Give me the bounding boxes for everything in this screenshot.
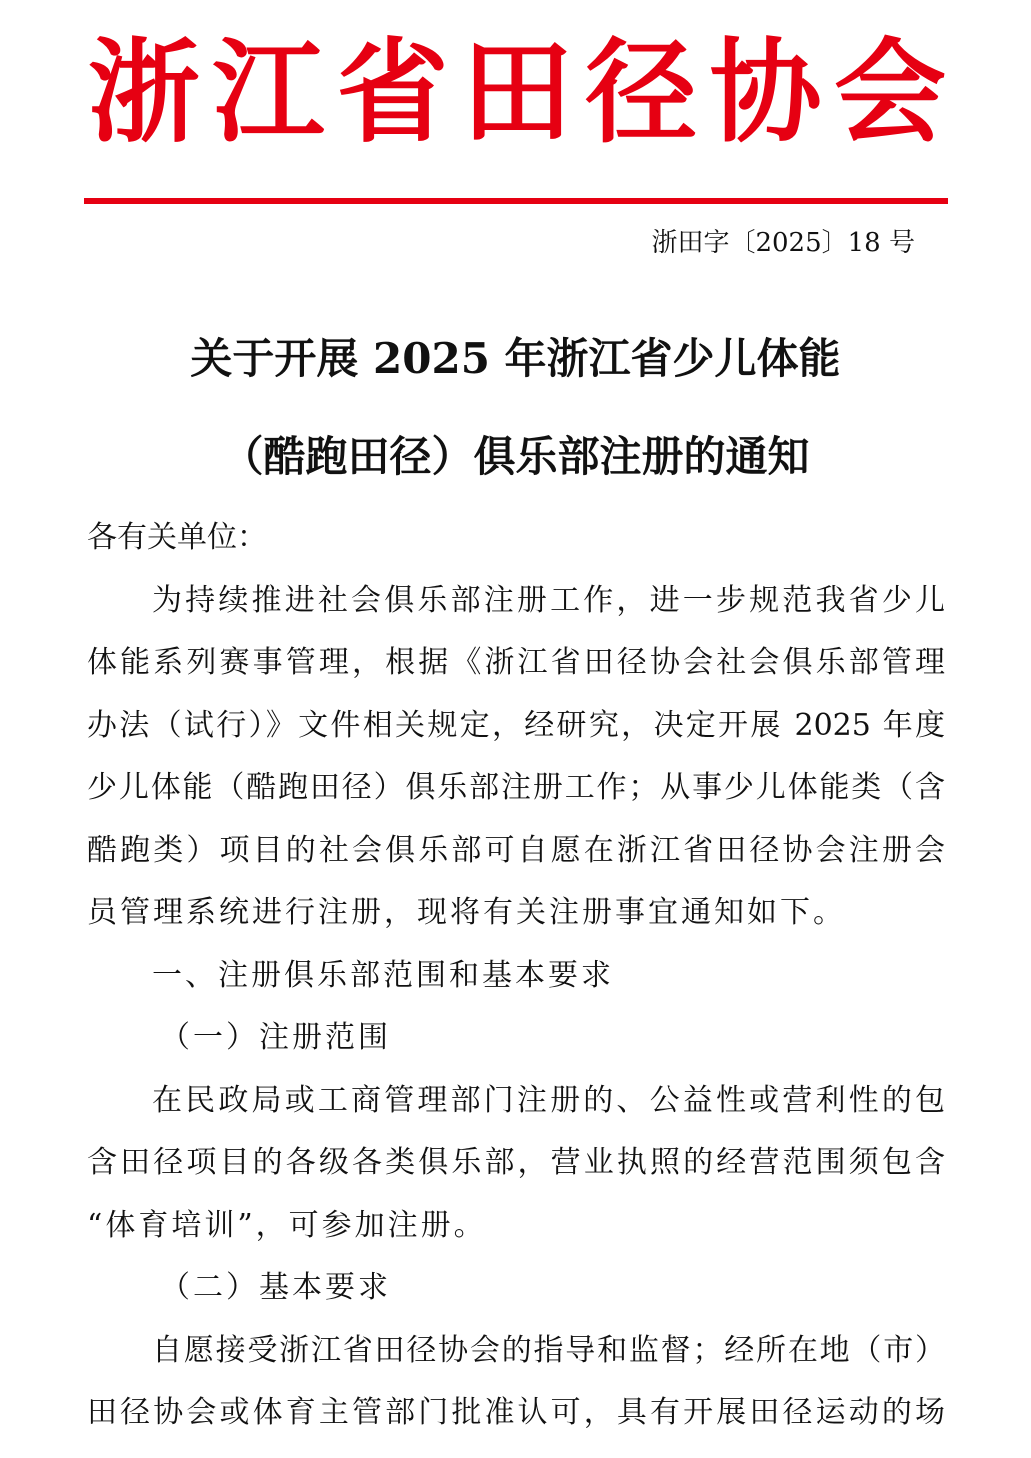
red-divider <box>84 198 948 204</box>
organization-header <box>88 28 946 158</box>
org-char: 浙 <box>88 27 200 158</box>
body-line: 员管理系统进行注册，现将有关注册事宜通知如下。 <box>87 895 846 930</box>
body-line: “体育培训”，可参加注册。 <box>87 1208 487 1243</box>
body-line: 体能系列赛事管理，根据《浙江省田径协会社会俱乐部管理 <box>87 645 945 680</box>
body-line: 少儿体能（酷跑田径）俱乐部注册工作；从事少儿体能类（含 <box>87 770 945 805</box>
body-line: 在民政局或工商管理部门注册的、公益性或营利性的包 <box>152 1083 945 1118</box>
body-line: 办法（试行）》文件相关规定，经研究，决定开展 2025 年度 <box>87 708 945 743</box>
subsection-heading: （一）注册范围 <box>160 1020 391 1055</box>
org-char: 会 <box>833 27 946 158</box>
org-char: 田 <box>460 27 573 158</box>
body-line: 含田径项目的各级各类俱乐部，营业执照的经营范围须包含 <box>87 1145 945 1180</box>
body-line: 为持续推进社会俱乐部注册工作，进一步规范我省少儿 <box>152 583 945 618</box>
org-char: 省 <box>336 27 449 158</box>
org-char: 江 <box>212 27 325 158</box>
org-char: 协 <box>709 27 822 158</box>
title-line-2: （酷跑田径）俱乐部注册的通知 <box>221 432 810 481</box>
document-number: 浙田字〔2025〕18 号 <box>651 228 915 258</box>
title-line-1: 关于开展 2025 年浙江省少儿体能 <box>190 334 841 383</box>
body-line: 酷跑类）项目的社会俱乐部可自愿在浙江省田径协会注册会 <box>87 833 945 868</box>
section-heading: 一、注册俱乐部范围和基本要求 <box>152 958 614 993</box>
subsection-heading: （二）基本要求 <box>160 1270 391 1305</box>
org-char: 径 <box>585 27 698 158</box>
body-line: 自愿接受浙江省田径协会的指导和监督；经所在地（市） <box>152 1333 945 1368</box>
body-line: 田径协会或体育主管部门批准认可，具有开展田径运动的场 <box>87 1395 945 1430</box>
salutation: 各有关单位： <box>87 520 267 555</box>
